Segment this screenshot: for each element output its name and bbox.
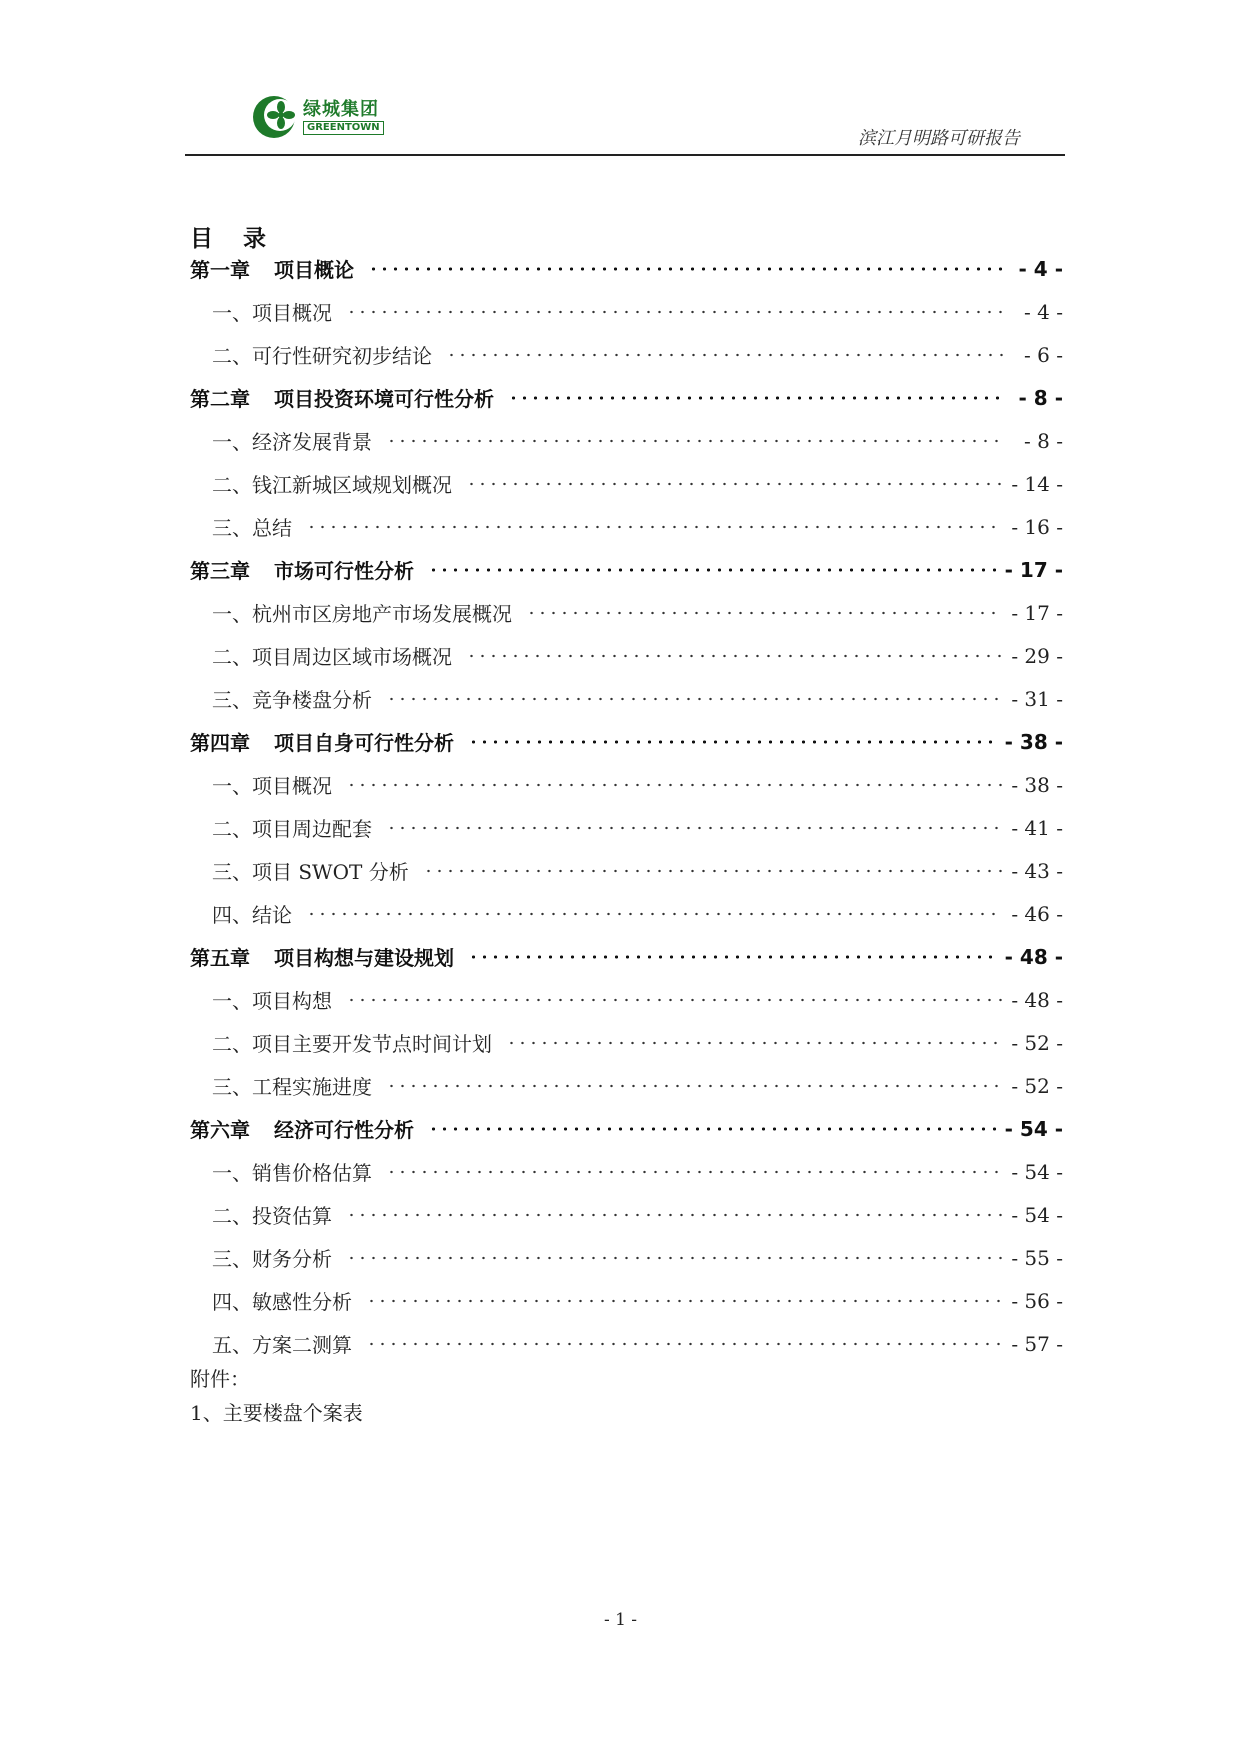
toc-entry-label [212, 512, 300, 541]
toc-entry-title: 市场可行性分析 [274, 559, 414, 583]
toc-page-number: - 4 - [1024, 299, 1063, 324]
toc-entry-label [212, 1071, 380, 1100]
toc-entry-label [212, 1286, 360, 1315]
toc-dot-leader [368, 261, 1003, 277]
toc-page-number: - 41 - [1011, 815, 1063, 840]
toc-section-row[interactable] [190, 462, 1063, 505]
toc-dot-leader [346, 1207, 1003, 1223]
toc-dot-leader [386, 433, 1003, 449]
toc-dot-leader [346, 992, 1003, 1008]
toc-entry-title: 一、杭州市区房地产市场发展概况 [212, 602, 512, 626]
toc-page-number: - 55 - [1011, 1245, 1063, 1270]
toc-page-number: - 52 - [1011, 1073, 1063, 1098]
report-title: 滨江月明路可研报告 [858, 128, 1020, 149]
toc-dot-leader [466, 648, 1003, 664]
toc-section-row[interactable] [190, 634, 1063, 677]
toc-chapter-number: 第四章 [190, 731, 250, 755]
toc-section-row[interactable] [190, 763, 1063, 806]
appendix-label: 附件： [190, 1367, 250, 1391]
toc-entry-title: 二、钱江新城区域规划概况 [212, 473, 452, 497]
toc-entry-label [212, 641, 460, 670]
toc-entry-title: 二、投资估算 [212, 1204, 332, 1228]
toc-dot-leader [386, 820, 1003, 836]
toc-dot-leader [508, 390, 1003, 406]
toc-chapter-row[interactable] [190, 247, 1063, 290]
toc-entry-label [212, 340, 440, 369]
toc-entry-label [212, 1200, 340, 1229]
toc-entry-title: 一、销售价格估算 [212, 1161, 372, 1185]
toc-dot-leader [423, 863, 1003, 879]
toc-page-number: - 38 - [1011, 772, 1063, 797]
toc-entry-label [212, 1157, 380, 1186]
toc-section-row[interactable] [190, 806, 1063, 849]
toc-entry-title: 三、项目 SWOT 分析 [212, 860, 409, 884]
toc-dot-leader [468, 734, 999, 750]
toc-dot-leader [346, 777, 1003, 793]
toc-entry-label [212, 426, 380, 455]
toc-page-number: - 54 - [1011, 1159, 1063, 1184]
toc-entry-label [212, 856, 417, 885]
toc-entry-label [190, 254, 362, 283]
toc-page-number: - 54 - [1011, 1202, 1063, 1227]
toc-dot-leader [386, 1078, 1003, 1094]
toc-page-number: - 16 - [1011, 514, 1063, 539]
toc-entry-title: 三、工程实施进度 [212, 1075, 372, 1099]
toc-section-row[interactable] [190, 849, 1063, 892]
toc-dot-leader [428, 1121, 999, 1137]
toc-page-number: - 52 - [1011, 1030, 1063, 1055]
toc-entry-title: 三、总结 [212, 516, 292, 540]
greentown-logo [251, 94, 384, 140]
toc-dot-leader [428, 562, 999, 578]
toc-page-number: - 56 - [1011, 1288, 1063, 1313]
toc-entry-label [212, 1329, 360, 1358]
toc-page-number: - 6 - [1024, 342, 1063, 367]
toc-heading: 目录 [190, 226, 296, 252]
toc-entry-label [212, 684, 380, 713]
toc-entry-label [212, 598, 520, 627]
toc-entry-title: 二、可行性研究初步结论 [212, 344, 432, 368]
toc-dot-leader [346, 304, 1003, 320]
table-of-contents [190, 247, 1063, 1365]
toc-page-number: - 14 - [1011, 471, 1063, 496]
toc-section-row[interactable] [190, 1064, 1063, 1107]
toc-section-row[interactable] [190, 892, 1063, 935]
toc-page-number: - 17 - [1004, 557, 1063, 582]
toc-entry-label [190, 1114, 422, 1143]
toc-entry-label [190, 383, 502, 412]
toc-entry-title: 三、竞争楼盘分析 [212, 688, 372, 712]
toc-entry-label [212, 469, 460, 498]
toc-dot-leader [386, 1164, 1003, 1180]
toc-entry-label [212, 813, 380, 842]
toc-dot-leader [468, 949, 999, 965]
toc-entry-title: 项目自身可行性分析 [274, 731, 454, 755]
toc-entry-label [212, 297, 340, 326]
toc-entry-title: 一、项目概况 [212, 301, 332, 325]
toc-entry-label [212, 770, 340, 799]
toc-dot-leader [306, 519, 1003, 535]
toc-entry-label [190, 942, 462, 971]
logo-english-name: GREENTOWN [303, 121, 384, 135]
toc-entry-title: 二、项目主要开发节点时间计划 [212, 1032, 492, 1056]
toc-page-number: - 46 - [1011, 901, 1063, 926]
toc-section-row[interactable] [190, 419, 1063, 462]
toc-page-number: - 43 - [1011, 858, 1063, 883]
toc-dot-leader [366, 1293, 1003, 1309]
toc-entry-label [190, 727, 462, 756]
toc-page-number: - 31 - [1011, 686, 1063, 711]
toc-section-row[interactable] [190, 505, 1063, 548]
greentown-logo-icon [251, 94, 297, 140]
toc-chapter-number: 第五章 [190, 946, 250, 970]
toc-entry-title: 一、经济发展背景 [212, 430, 372, 454]
toc-entry-title: 三、财务分析 [212, 1247, 332, 1271]
toc-entry-title: 一、项目构想 [212, 989, 332, 1013]
toc-entry-label [190, 555, 422, 584]
toc-dot-leader [306, 906, 1003, 922]
toc-section-row[interactable] [190, 1021, 1063, 1064]
toc-page-number: - 8 - [1024, 428, 1063, 453]
toc-dot-leader [466, 476, 1003, 492]
toc-entry-label [212, 899, 300, 928]
toc-entry-title: 一、项目概况 [212, 774, 332, 798]
toc-chapter-number: 第一章 [190, 258, 250, 282]
page-number: - 1 - [603, 1610, 638, 1630]
toc-section-row[interactable] [190, 333, 1063, 376]
toc-dot-leader [446, 347, 1003, 363]
toc-dot-leader [526, 605, 1003, 621]
toc-page-number: - 54 - [1004, 1116, 1063, 1141]
toc-chapter-number: 第二章 [190, 387, 250, 411]
toc-chapter-row[interactable] [190, 376, 1063, 419]
toc-chapter-number: 第六章 [190, 1118, 250, 1142]
toc-section-row[interactable] [190, 1193, 1063, 1236]
toc-section-row[interactable] [190, 1150, 1063, 1193]
toc-chapter-row[interactable] [190, 935, 1063, 978]
toc-chapter-row[interactable] [190, 548, 1063, 591]
toc-chapter-row[interactable] [190, 720, 1063, 763]
toc-entry-title: 经济可行性分析 [274, 1118, 414, 1142]
toc-entry-title: 项目构想与建设规划 [274, 946, 454, 970]
toc-entry-title: 二、项目周边区域市场概况 [212, 645, 452, 669]
toc-page-number: - 48 - [1004, 944, 1063, 969]
toc-entry-title: 项目概论 [274, 258, 354, 282]
toc-section-row[interactable] [190, 677, 1063, 720]
toc-page-number: - 29 - [1011, 643, 1063, 668]
toc-chapter-row[interactable] [190, 1107, 1063, 1150]
toc-section-row[interactable] [190, 290, 1063, 333]
page-header [185, 92, 1065, 156]
toc-page-number: - 48 - [1011, 987, 1063, 1012]
toc-page-number: - 4 - [1018, 256, 1063, 281]
toc-chapter-number: 第三章 [190, 559, 250, 583]
appendix-item: 1、主要楼盘个案表 [190, 1401, 363, 1425]
toc-page-number: - 38 - [1004, 729, 1063, 754]
toc-section-row[interactable] [190, 591, 1063, 634]
toc-entry-title: 五、方案二测算 [212, 1333, 352, 1357]
toc-dot-leader [366, 1336, 1003, 1352]
toc-page-number: - 8 - [1018, 385, 1063, 410]
logo-chinese-name: 绿城集团 [303, 98, 379, 120]
toc-page-number: - 57 - [1011, 1331, 1063, 1356]
appendix [190, 1362, 363, 1430]
toc-page-number: - 17 - [1011, 600, 1063, 625]
toc-entry-title: 项目投资环境可行性分析 [274, 387, 494, 411]
toc-entry-title: 二、项目周边配套 [212, 817, 372, 841]
toc-section-row[interactable] [190, 978, 1063, 1021]
toc-section-row[interactable] [190, 1236, 1063, 1279]
toc-entry-label [212, 1028, 500, 1057]
toc-dot-leader [386, 691, 1003, 707]
toc-entry-label [212, 1243, 340, 1272]
toc-entry-title: 四、结论 [212, 903, 292, 927]
toc-section-row[interactable] [190, 1322, 1063, 1365]
toc-entry-title: 四、敏感性分析 [212, 1290, 352, 1314]
toc-dot-leader [346, 1250, 1003, 1266]
toc-dot-leader [506, 1035, 1003, 1051]
toc-section-row[interactable] [190, 1279, 1063, 1322]
toc-entry-label [212, 985, 340, 1014]
